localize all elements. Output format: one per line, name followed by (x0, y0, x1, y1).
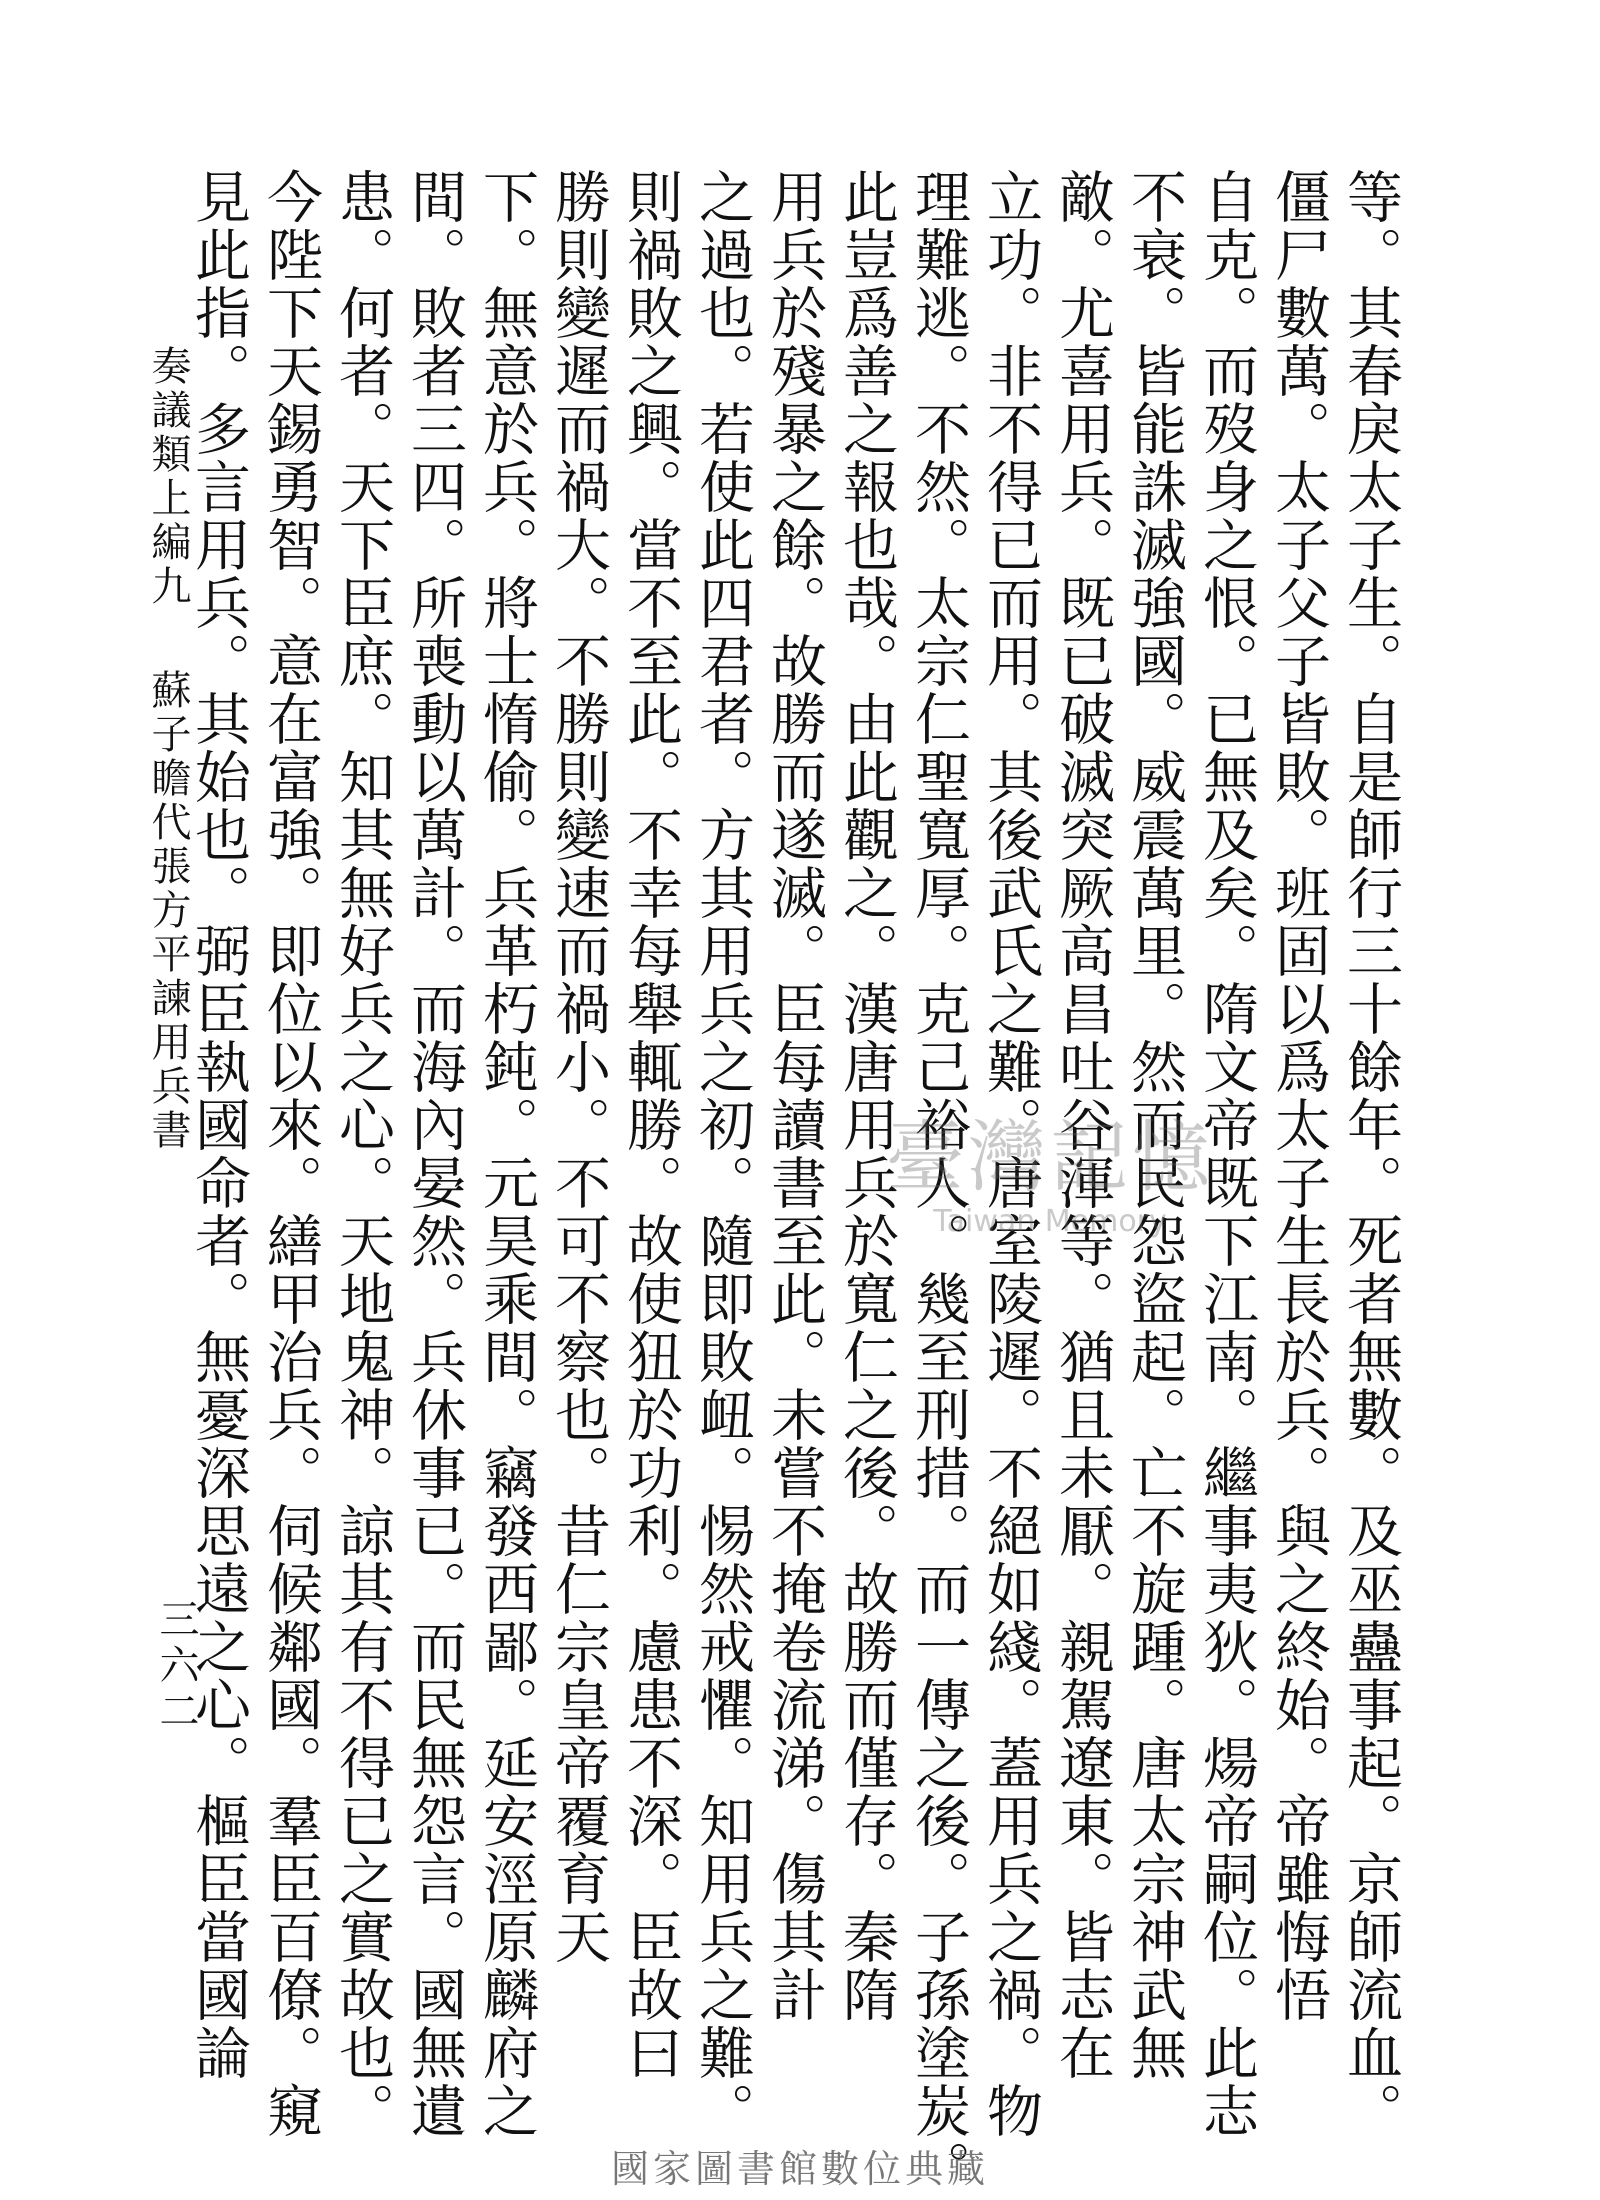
header-category: 奏議類上編九 (145, 345, 191, 609)
text-column: 僵尸數萬。太子父子皆敗。班固以爲太子生長於兵。與之終始。帝雖悔悟 (1266, 168, 1331, 2024)
text-column: 不衰。皆能誅滅強國。威震萬里。然而民怨盜起。亡不旋踵。唐太宗神武無 (1122, 168, 1187, 2082)
text-column: 之過也。若使此四君者。方其用兵之初。隨即敗衄。惕然戒懼。知用兵之難。 (690, 168, 755, 2140)
text-column: 立功。非不得已而用。其後武氏之難。唐室陵遲。不絕如綫。蓋用兵之禍。物 (978, 168, 1043, 2140)
text-column: 間。敗者三四。所喪動以萬計。而海內晏然。兵休事已。而民無怨言。國無遺 (402, 168, 467, 2140)
text-column: 自克。而歿身之恨。已無及矣。隋文帝既下江南。繼事夷狄。煬帝嗣位。此志 (1194, 168, 1259, 2140)
text-column: 今陛下天錫勇智。意在富強。即位以來。繕甲治兵。伺候鄰國。羣臣百僚。窺 (258, 168, 323, 2140)
text-column: 見此指。多言用兵。其始也。弼臣執國命者。無憂深思遠之心。樞臣當國論 (186, 168, 251, 2082)
text-column: 理難逃。不然。太宗仁聖寬厚。克己裕人。幾至刑措。而一傳之後。子孫塗炭。 (906, 168, 971, 2198)
text-column: 等。其春戾太子生。自是師行三十餘年。死者無數。及巫蠱事起。京師流血。 (1338, 168, 1403, 2140)
running-header (145, 345, 191, 1153)
page-number: 三六二 (153, 1598, 199, 1736)
watermark-english: Taiwan Memory (933, 1204, 1167, 1239)
footer-credit: 國家圖書館數位典藏 (610, 2147, 989, 2191)
text-column: 此豈爲善之報也哉。由此觀之。漢唐用兵於寬仁之後。故勝而僅存。秦隋 (834, 168, 899, 2024)
watermark-chinese: 臺灣記憶 (885, 1113, 1214, 1203)
header-title: 蘇子瞻代張方平諫用兵書 (145, 669, 191, 1153)
text-column: 則禍敗之興。當不至此。不幸每舉輒勝。故使狃於功利。慮患不深。臣故曰 (618, 168, 683, 2082)
text-column: 患。何者。天下臣庶。知其無好兵之心。天地鬼神。諒其有不得已之實故也。 (330, 168, 395, 2140)
watermark-logo (810, 1110, 1290, 1260)
text-column: 下。無意於兵。將士惰偷。兵革朽鈍。元昊乘間。竊發西鄙。延安涇原麟府之 (474, 168, 539, 2140)
text-column: 敵。尤喜用兵。既已破滅突厥高昌吐谷渾等。猶且未厭。親駕遼東。皆志在 (1050, 168, 1115, 2082)
text-column: 勝則變遲而禍大。不勝則變速而禍小。不可不察也。昔仁宗皇帝覆育天 (546, 168, 611, 1966)
text-column: 用兵於殘暴之餘。故勝而遂滅。臣每讀書至此。未嘗不掩卷流涕。傷其計 (762, 168, 827, 2024)
